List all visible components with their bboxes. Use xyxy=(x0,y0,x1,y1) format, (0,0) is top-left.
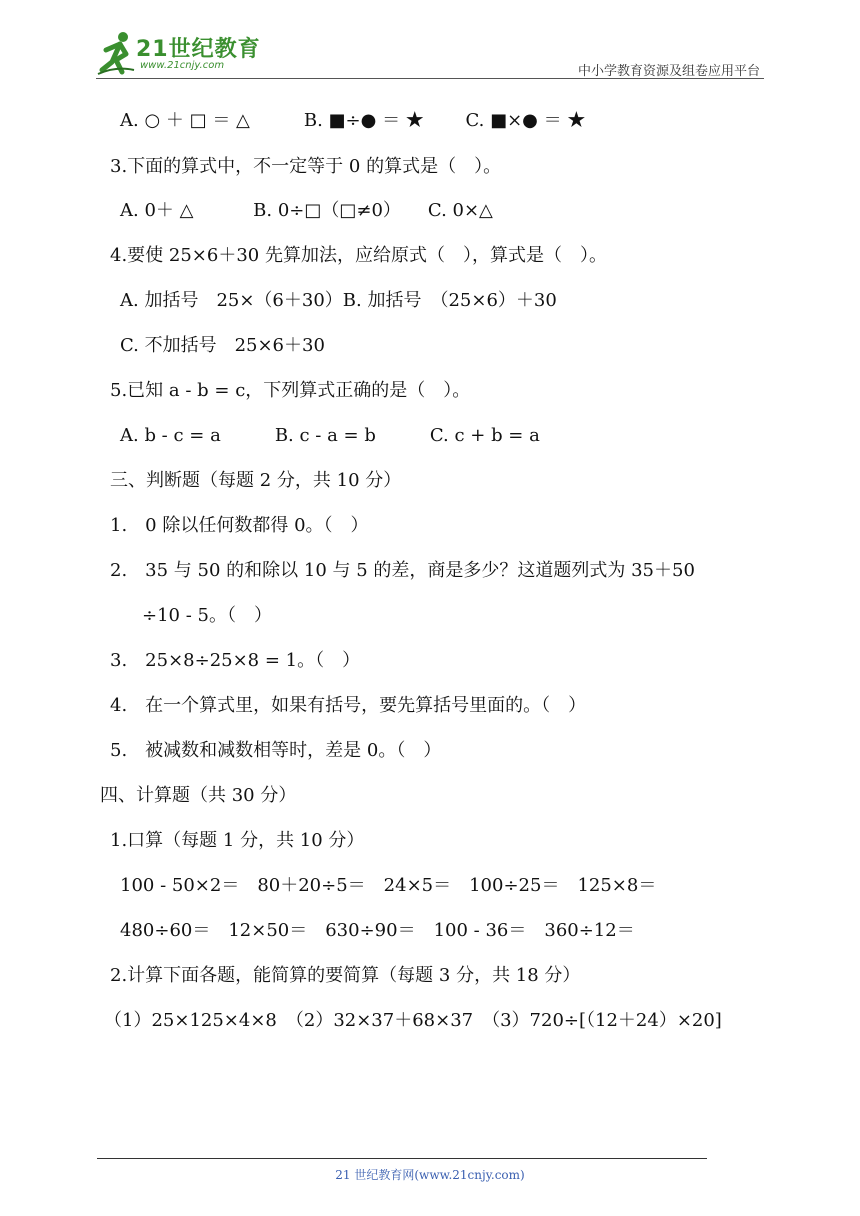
brand-url: www.21cnjy.com xyxy=(140,60,225,71)
question-3: 3.下面的算式中，不一定等于 0 的算式是（ ）。 xyxy=(110,156,502,177)
runner-icon xyxy=(96,30,136,76)
question-4: 4.要使 25×6＋30 先算加法，应给原式（ ），算式是（ ）。 xyxy=(110,245,607,266)
oral-row-1: 100 - 50×2＝ 80＋20÷5＝ 24×5＝ 100÷25＝ 125×8＝ xyxy=(120,875,657,896)
subsection-oral: 1.口算（每题 1 分，共 10 分） xyxy=(110,830,365,851)
options-q2: A. ○ ＋ □ ＝ △ B. ■÷● ＝ ★ C. ■×● ＝ ★ xyxy=(120,110,586,131)
header-divider xyxy=(96,78,764,79)
section-4-heading: 四、计算题（共 30 分） xyxy=(100,785,297,806)
options-q4-ab: A. 加括号 25×（6＋30）B. 加括号 （25×6）＋30 xyxy=(120,290,557,311)
judge-item-2-cont: ÷10 - 5。（ ） xyxy=(142,605,272,626)
brand-name: 21世纪教育 xyxy=(136,37,261,62)
footer-text: 21 世纪教育网(www.21cnjy.com) xyxy=(335,1168,525,1182)
oral-row-2: 480÷60＝ 12×50＝ 630÷90＝ 100 - 36＝ 360÷12＝ xyxy=(120,920,635,941)
section-3-heading: 三、判断题（每题 2 分，共 10 分） xyxy=(110,470,402,491)
site-logo xyxy=(96,30,266,78)
compute-row-1: （1）25×125×4×8 （2）32×37＋68×37 （3）720÷[（12＋24）×20] xyxy=(104,1010,722,1031)
options-q4-c: C. 不加括号 25×6＋30 xyxy=(120,335,325,356)
judge-item-4: 4. 在一个算式里，如果有括号，要先算括号里面的。（ ） xyxy=(110,695,587,716)
judge-item-1: 1. 0 除以任何数都得 0。（ ） xyxy=(110,515,369,536)
judge-item-3: 3. 25×8÷25×8 = 1。（ ） xyxy=(110,650,361,671)
platform-name: 中小学教育资源及组卷应用平台 xyxy=(577,64,760,79)
subsection-compute: 2.计算下面各题，能简算的要简算（每题 3 分，共 18 分） xyxy=(110,965,581,986)
page-header xyxy=(0,0,860,84)
options-q5: A. b - c = a B. c - a = b C. c + b = a xyxy=(120,425,540,446)
judge-item-5: 5. 被减数和减数相等时，差是 0。（ ） xyxy=(110,740,442,761)
question-5: 5.已知 a - b = c，下列算式正确的是（ ）。 xyxy=(110,380,471,401)
footer-divider xyxy=(97,1158,707,1159)
judge-item-2: 2. 35 与 50 的和除以 10 与 5 的差，商是多少？这道题列式为 35＋50 xyxy=(110,560,695,581)
options-q3: A. 0＋ △ B. 0÷□（□≠0） C. 0×△ xyxy=(120,200,493,221)
